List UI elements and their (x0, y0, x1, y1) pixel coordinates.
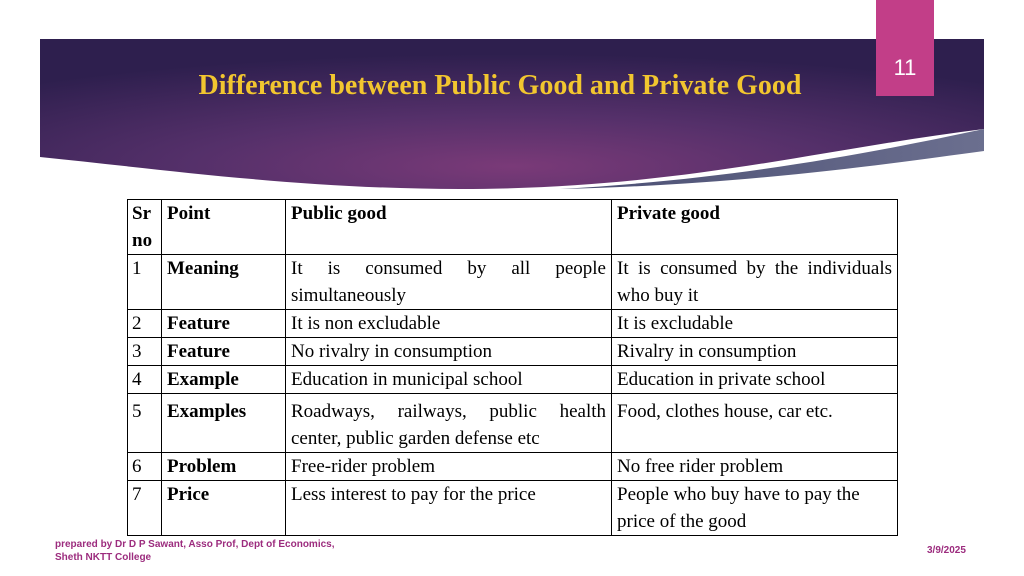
table-row (128, 366, 898, 394)
footer-credit-line2: Sheth NKTT College (55, 552, 152, 563)
row-sr: 5 (128, 394, 162, 453)
row-public: Free-rider problem (286, 453, 612, 481)
table-row (128, 255, 898, 310)
row-sr: 6 (128, 453, 162, 481)
row-public: No rivalry in consumption (286, 338, 612, 366)
header-private-good: Private good (612, 200, 898, 255)
row-public: It is non excludable (286, 310, 612, 338)
row-point: Price (162, 481, 286, 536)
table-row (128, 453, 898, 481)
row-point: Problem (162, 453, 286, 481)
row-sr: 2 (128, 310, 162, 338)
comparison-table (127, 199, 898, 536)
page-number-badge (876, 0, 934, 96)
header-sr-no: Sr no (128, 200, 162, 255)
header-banner (40, 39, 984, 189)
row-point: Example (162, 366, 286, 394)
table-header-row (128, 200, 898, 255)
row-public: Roadways, railways, public health center, public garden defense etc (286, 394, 612, 453)
table-row (128, 481, 898, 536)
row-private: It is consumed by the individuals who buy it (612, 255, 898, 310)
footer-credit-line1: prepared by Dr D P Sawant, Asso Prof, Dept of Economics, (55, 539, 335, 550)
table-row (128, 310, 898, 338)
row-point: Examples (162, 394, 286, 453)
row-sr: 1 (128, 255, 162, 310)
footer-date: 3/9/2025 (927, 545, 966, 556)
row-private: No free rider problem (612, 453, 898, 481)
row-private: Food, clothes house, car etc. (612, 394, 898, 453)
row-sr: 4 (128, 366, 162, 394)
row-public: It is consumed by all people simultaneously (286, 255, 612, 310)
table-row (128, 394, 898, 453)
row-sr: 3 (128, 338, 162, 366)
row-private: People who buy have to pay the price of the good (612, 481, 898, 536)
row-point: Feature (162, 338, 286, 366)
row-point: Feature (162, 310, 286, 338)
table-row (128, 338, 898, 366)
footer-credit (55, 538, 335, 564)
page-number: 11 (893, 55, 917, 80)
row-public: Less interest to pay for the price (286, 481, 612, 536)
row-private: Education in private school (612, 366, 898, 394)
row-private: Rivalry in consumption (612, 338, 898, 366)
header-banner-shape (40, 39, 984, 189)
row-private: It is excludable (612, 310, 898, 338)
row-public: Education in municipal school (286, 366, 612, 394)
row-sr: 7 (128, 481, 162, 536)
slide-title: Difference between Public Good and Private Good (198, 70, 802, 101)
header-public-good: Public good (286, 200, 612, 255)
row-point: Meaning (162, 255, 286, 310)
header-point: Point (162, 200, 286, 255)
